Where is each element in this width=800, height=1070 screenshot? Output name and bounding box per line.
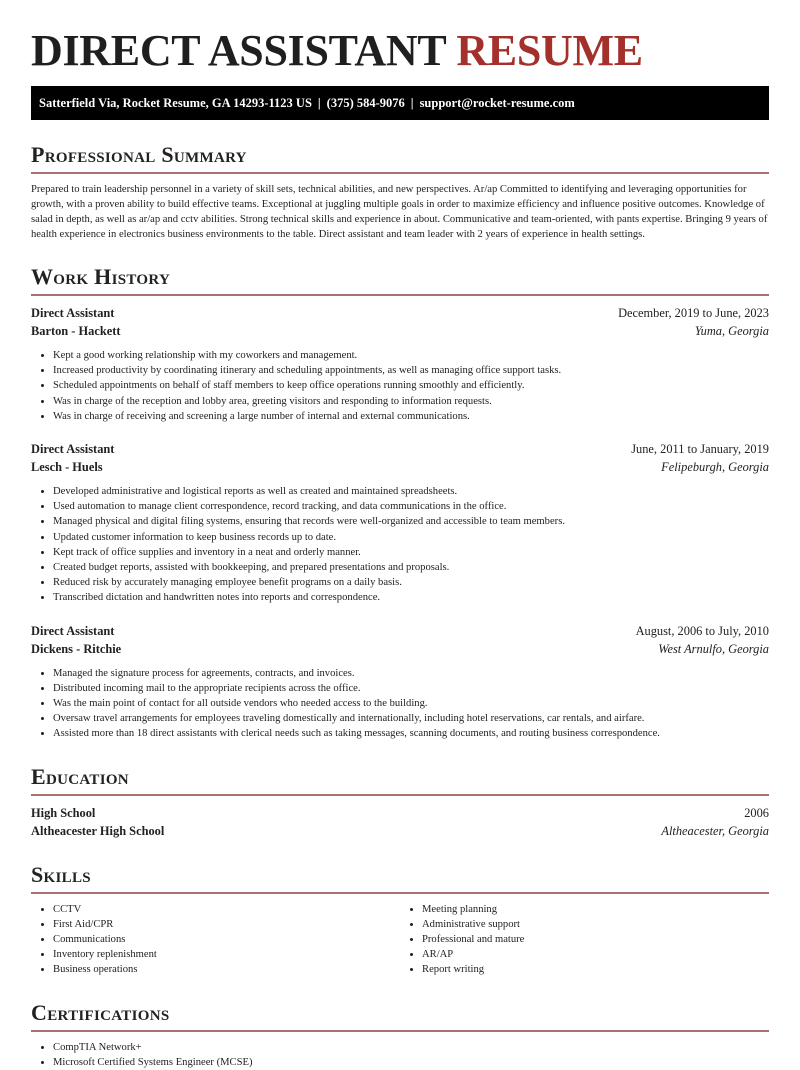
skills-right-column xyxy=(400,902,769,978)
school: Altheacester High School xyxy=(31,823,165,838)
job-title: Direct Assistant xyxy=(31,442,115,457)
certification-item: • Microsoft Certified Systems Engineer (MCSE) xyxy=(53,1055,769,1070)
skill-item: • AR/AP xyxy=(422,947,769,962)
skill-item: • First Aid/CPR xyxy=(53,917,400,932)
education-entry xyxy=(31,804,769,840)
job-row xyxy=(31,440,769,458)
work-history xyxy=(31,304,769,742)
school-location: Altheacester, Georgia xyxy=(661,823,769,838)
company: Lesch - Huels xyxy=(31,460,103,475)
bullet-item: • Kept track of office supplies and inventory in a neat and orderly manner. xyxy=(53,545,769,560)
bullet-item: • Was the main point of contact for all outside vendors who needed access to the building. xyxy=(53,696,769,711)
skills-list xyxy=(31,894,769,978)
bullet-item: • Created budget reports, assisted with bookkeeping, and prepared presentations and proposals. xyxy=(53,560,769,575)
job-bullets xyxy=(31,666,769,742)
job-row xyxy=(31,304,769,322)
certification-item: • CompTIA Network+ xyxy=(53,1040,769,1055)
bullet-item: • Updated customer information to keep business records up to date. xyxy=(53,530,769,545)
bullet-item: • Increased productivity by coordinating itinerary and scheduling appointments, as well as managing office support tasks. xyxy=(53,363,769,378)
degree: High School xyxy=(31,805,96,820)
skill-item: • Administrative support xyxy=(422,917,769,932)
address: Satterfield Via, Rocket Resume, GA 14293-1123 US xyxy=(39,96,312,110)
job-entry xyxy=(31,440,769,606)
job-row xyxy=(31,622,769,640)
bullet-item: • Managed the signature process for agreements, contracts, and invoices. xyxy=(53,666,769,681)
job-bullets xyxy=(31,348,769,424)
skills-left-column xyxy=(31,902,400,978)
job-entry xyxy=(31,622,769,742)
company-row xyxy=(31,322,769,340)
bullet-item: • Kept a good working relationship with my coworkers and management. xyxy=(53,348,769,363)
bullet-item: • Reduced risk by accurately managing employee benefit programs on a daily basis. xyxy=(53,575,769,590)
skill-item: • Communications xyxy=(53,932,400,947)
bullet-item: • Scheduled appointments on behalf of staff members to keep office operations running smoothly and efficiently. xyxy=(53,378,769,393)
job-entry xyxy=(31,304,769,424)
bullet-item: • Was in charge of the reception and lobby area, greeting visitors and responding to information requests. xyxy=(53,394,769,409)
bullet-item: • Developed administrative and logistical reports as well as created and maintained spreadsheets. xyxy=(53,484,769,499)
job-title: Direct Assistant xyxy=(31,623,115,638)
phone: (375) 584-9076 xyxy=(326,96,405,110)
resume-title xyxy=(31,28,769,74)
email-link[interactable]: support@rocket-resume.com xyxy=(419,96,575,110)
job-location: West Arnulfo, Georgia xyxy=(658,641,769,656)
section-heading-summary: Professional Summary xyxy=(31,142,769,174)
bullet-item: • Transcribed dictation and handwritten notes into reports and correspondence. xyxy=(53,590,769,605)
skill-item: • Professional and mature xyxy=(422,932,769,947)
skill-item: • Report writing xyxy=(422,962,769,977)
summary-text: Prepared to train leadership personnel in a variety of skill sets, technical abilities, and new perspectives. Ar/ap Committed to identifying and leveraging opportunities for growth, with a proven ability to build effective teams. Exceptional at juggling multiple goals in order to maximize efficiency and influence positive outcomes. Knowledge of salad in depth, as well as ar/ap and cctv abilities. Strong technical skills and experience in about. Communicative and team-oriented, with pants expertise. Bringing 9 years of health experience in electronics business environments to the table. Direct assistant and team leader with 2 years of experience in health settings. xyxy=(31,184,768,240)
separator: | xyxy=(317,96,321,110)
job-location: Felipeburgh, Georgia xyxy=(661,460,769,475)
title-main: DIRECT ASSISTANT xyxy=(31,26,446,75)
job-bullets xyxy=(31,484,769,606)
skill-item: • Meeting planning xyxy=(422,902,769,917)
section-heading-certifications: Certifications xyxy=(31,1000,769,1032)
company-row xyxy=(31,458,769,476)
job-location: Yuma, Georgia xyxy=(694,324,769,338)
bullet-item: • Was in charge of receiving and screening a large number of internal and external communications. xyxy=(53,409,769,424)
company: Dickens - Ritchie xyxy=(31,641,122,656)
title-accent: RESUME xyxy=(456,26,643,75)
job-dates: December, 2019 to June, 2023 xyxy=(618,306,769,320)
separator: | xyxy=(410,96,414,110)
section-heading-skills: Skills xyxy=(31,862,769,894)
bullet-item: • Oversaw travel arrangements for employees traveling domestically and internationally, including hotel reservations, car rentals, and airfare. xyxy=(53,711,769,726)
skill-item: • CCTV xyxy=(53,902,400,917)
section-heading-work: Work History xyxy=(31,264,769,296)
job-title: Direct Assistant xyxy=(31,306,115,320)
job-dates: June, 2011 to January, 2019 xyxy=(631,442,769,457)
skill-item: • Inventory replenishment xyxy=(53,947,400,962)
section-heading-education: Education xyxy=(31,764,769,796)
company: Barton - Hackett xyxy=(31,324,121,338)
skill-item: • Business operations xyxy=(53,962,400,977)
education-year: 2006 xyxy=(744,805,769,820)
bullet-item: • Distributed incoming mail to the appropriate recipients across the office. xyxy=(53,681,769,696)
bullet-item: • Managed physical and digital filing systems, ensuring that records were well-organized and accessible to team members. xyxy=(53,514,769,529)
job-dates: August, 2006 to July, 2010 xyxy=(635,623,769,638)
bullet-item: • Used automation to manage client correspondence, record tracking, and data communications in the office. xyxy=(53,499,769,514)
contact-bar xyxy=(31,86,769,120)
bullet-item: • Assisted more than 18 direct assistants with clerical needs such as taking messages, scanning documents, and routing business correspondence. xyxy=(53,726,769,741)
certifications-list xyxy=(31,1040,769,1070)
company-row xyxy=(31,640,769,658)
